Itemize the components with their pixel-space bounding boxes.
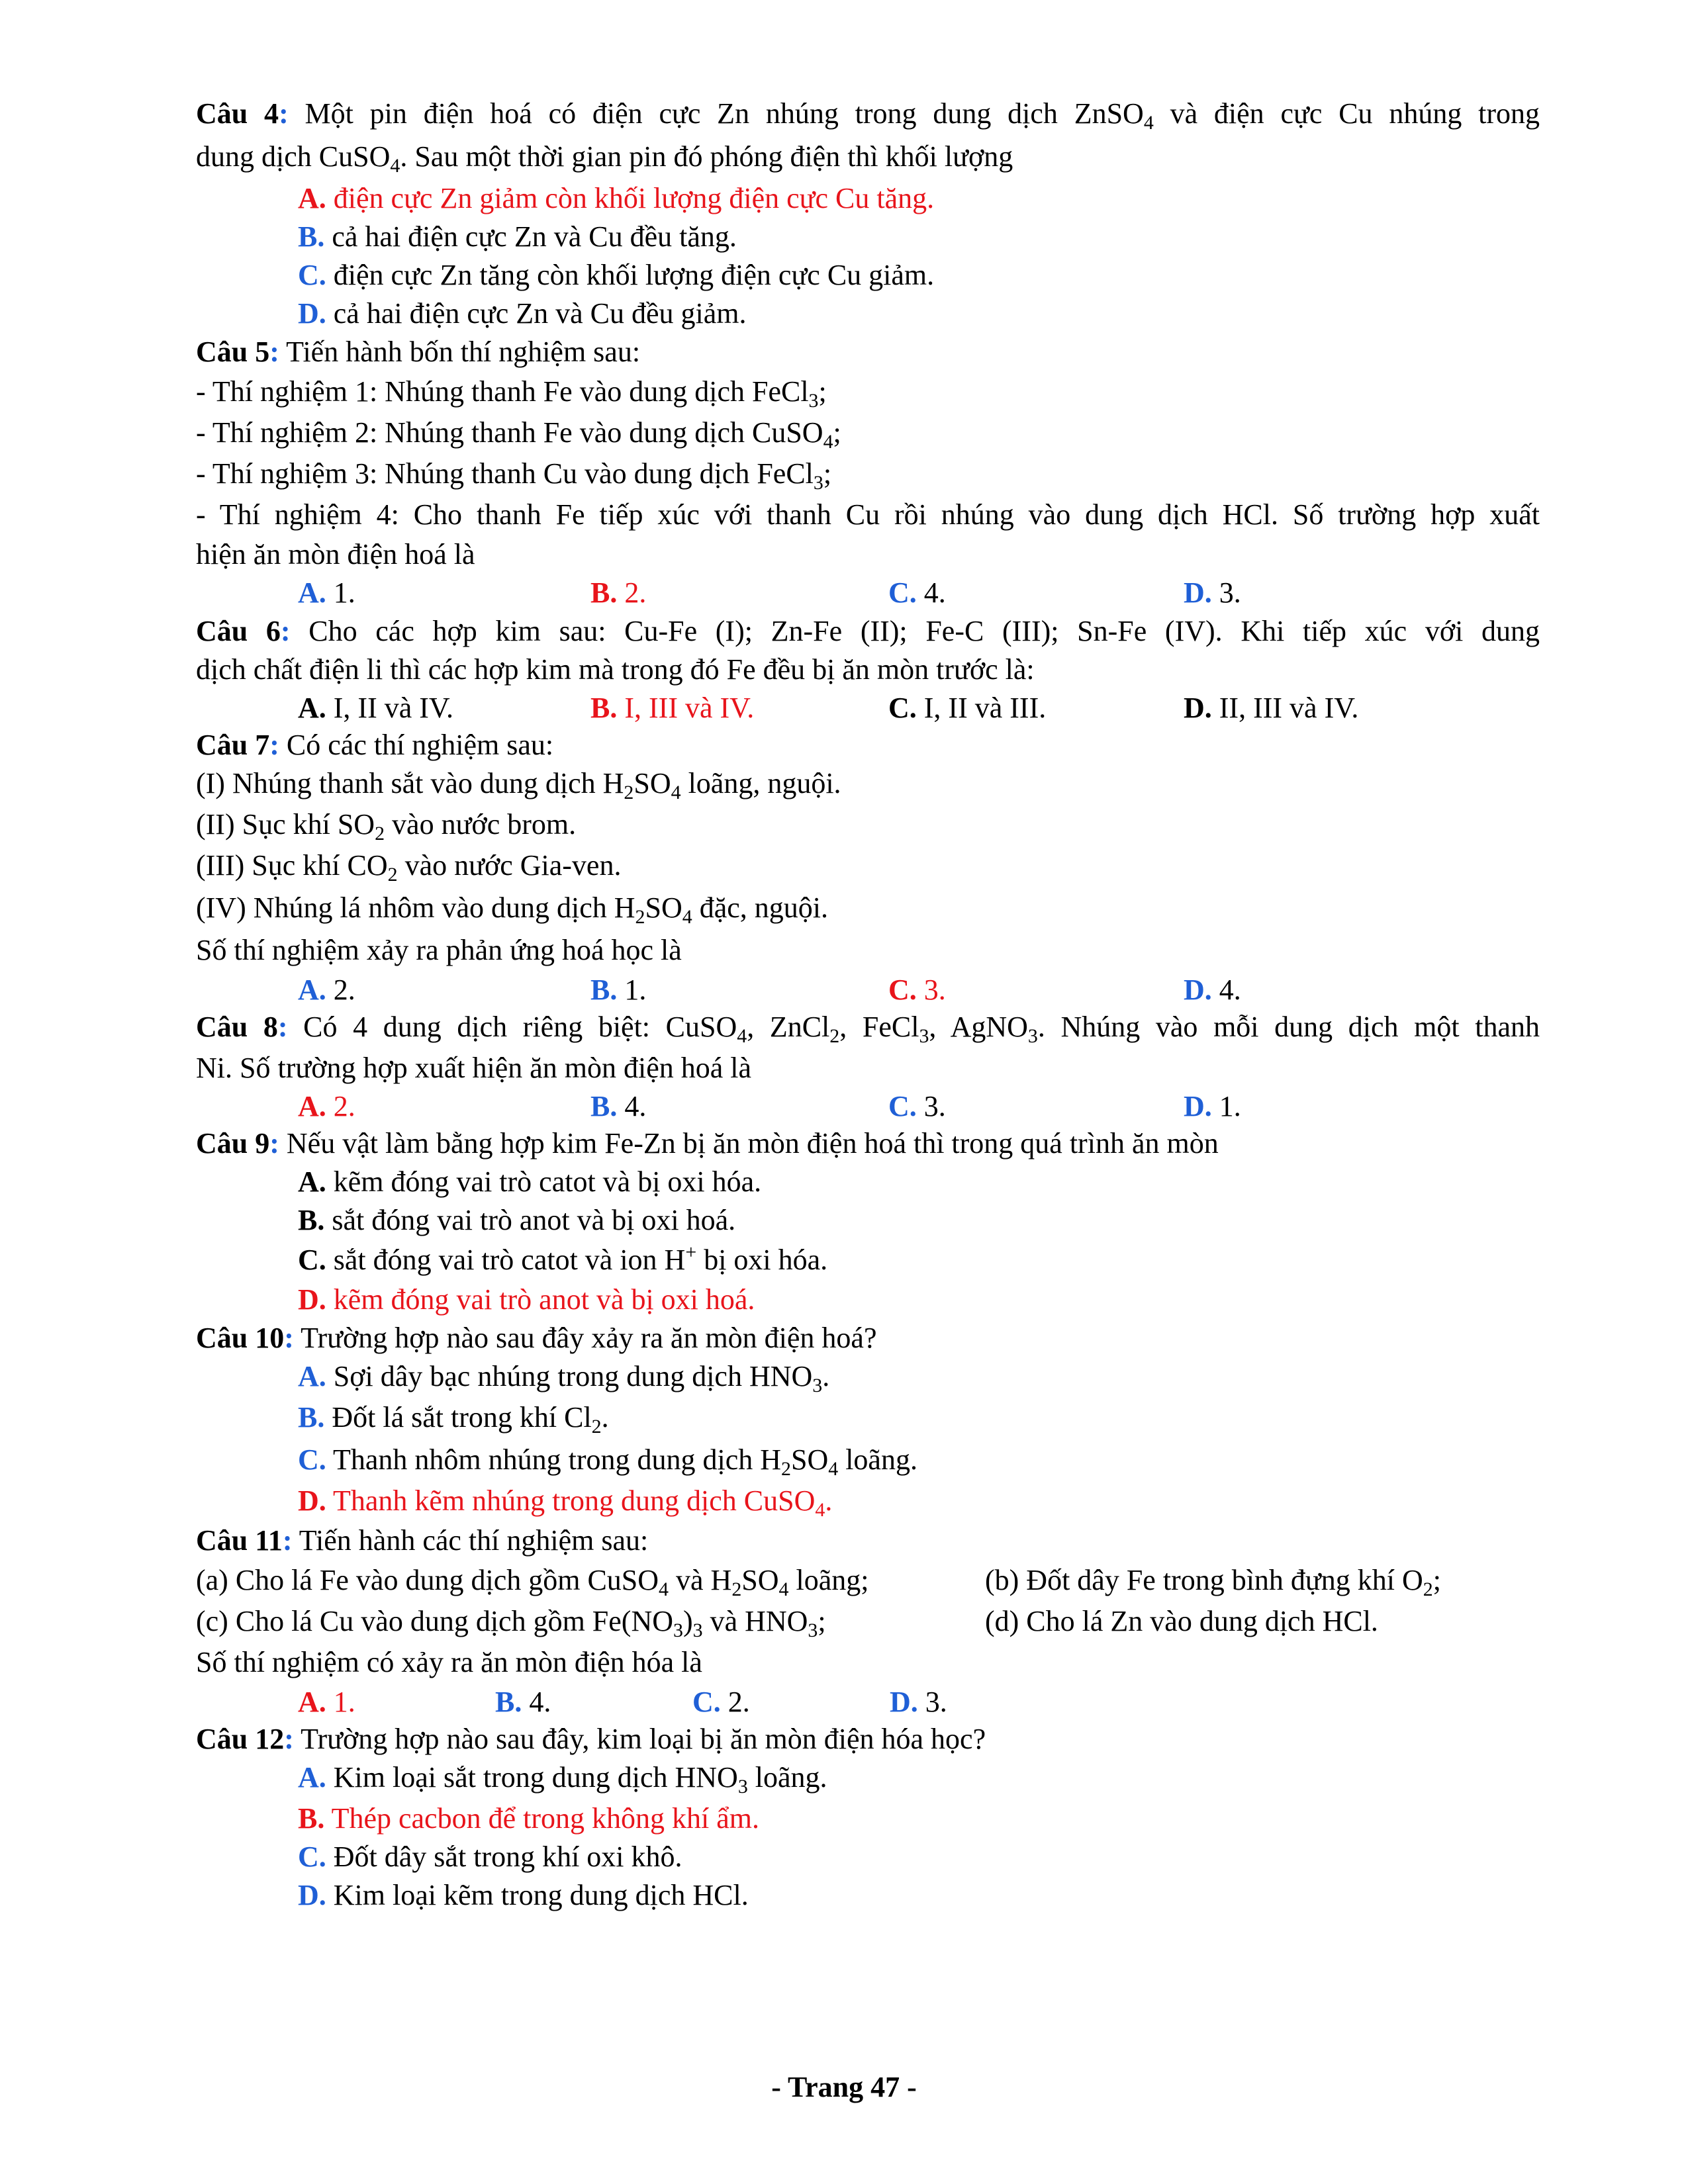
page-footer: - Trang 47 - (771, 2071, 917, 2103)
q5-option-c[interactable]: C. 4. (888, 576, 946, 609)
q7-i4: (IV) Nhúng lá nhôm vào dung dịch $H_2SO_4$ đặc, nguội. (196, 891, 828, 928)
q5-exp3: - Thí nghiệm 3: Nhúng thanh Cu vào dung dịch FeCl$_3$; (196, 457, 832, 494)
q12-option-c[interactable]: C. Đốt dây sắt trong khí oxi khô. (298, 1841, 682, 1873)
q4-line2: dung dịch CuSO$_4$. Sau một thời gian pin đó phóng điện thì khối lượng (196, 140, 1013, 177)
q7-ask: Số thí nghiệm xảy ra phản ứng hoá học là (196, 934, 682, 966)
q10-option-a[interactable]: A. Sợi dây bạc nhúng trong dung dịch $HNO_3$. (298, 1360, 830, 1396)
q5-label: Câu 5 (196, 336, 270, 368)
q11-option-c[interactable]: C. 2. (692, 1686, 750, 1718)
q8-option-d[interactable]: D. 1. (1184, 1090, 1241, 1122)
q7-option-a[interactable]: A. 2. (298, 974, 355, 1006)
q5-exp4b: hiện ăn mòn điện hoá là (196, 538, 475, 570)
q7-line: Câu 7: Có các thí nghiệm sau: (196, 729, 554, 761)
q9-option-c[interactable]: C. sắt đóng vai trò catot và ion H+ bị oxi hóa. (298, 1241, 828, 1276)
q4-option-b[interactable]: B. cả hai điện cực Zn và Cu đều tăng. (298, 220, 737, 253)
q10-option-c[interactable]: C. Thanh nhôm nhúng trong dung dịch $H_2SO_4$ loãng. (298, 1443, 917, 1480)
q8-option-b[interactable]: B. 4. (590, 1090, 647, 1122)
q6-line2: dịch chất điện li thì các hợp kim mà trong đó Fe đều bị ăn mòn trước là: (196, 653, 1035, 686)
q4-option-a[interactable]: A. điện cực Zn giảm còn khối lượng điện cực Cu tăng. (298, 182, 935, 214)
q9-line: Câu 9: Nếu vật làm bằng hợp kim Fe-Zn bị ăn mòn điện hoá thì trong quá trình ăn mòn (196, 1127, 1219, 1160)
q7-option-b[interactable]: B. 1. (590, 974, 647, 1006)
q12-option-a[interactable]: A. Kim loại sắt trong dung dịch $HNO_3$ loãng. (298, 1761, 827, 1797)
q7-option-c[interactable]: C. 3. (888, 974, 946, 1006)
q4-text2: dung dịch CuSO (196, 140, 391, 173)
q11-option-d[interactable]: D. 3. (890, 1686, 947, 1718)
q9-option-a[interactable]: A. kẽm đóng vai trò catot và bị oxi hóa. (298, 1165, 762, 1198)
q4-line1: Câu 4: Một pin điện hoá có điện cực Zn nhúng trong dung dịch ZnSO$_4$ và điện cực Cu nhúng trong (196, 97, 1540, 134)
q12-option-d[interactable]: D. Kim loại kẽm trong dung dịch HCl. (298, 1879, 749, 1911)
q5-line: Câu 5: Tiến hành bốn thí nghiệm sau: (196, 336, 641, 368)
q7-i2: (II) Sục khí $SO_2$ vào nước brom. (196, 808, 577, 844)
q6-option-a[interactable]: A. I, II và IV. (298, 692, 454, 724)
q5-option-a[interactable]: A. 1. (298, 576, 355, 609)
q11-a: (a) Cho lá Fe vào dung dịch gồm CuSO$_4$ và $H_2SO_4$ loãng; (196, 1564, 869, 1600)
q5-exp2: - Thí nghiệm 2: Nhúng thanh Fe vào dung dịch CuSO$_4$; (196, 416, 841, 453)
q11-option-a[interactable]: A. 1. (298, 1686, 355, 1718)
q11-b: (b) Đốt dây Fe trong bình đựng khí $O_2$; (985, 1564, 1441, 1600)
q8-line1: Câu 8: Có 4 dung dịch riêng biệt: CuSO$_4$, ZnCl$_2$, FeCl$_3$, AgNO$_3$. Nhúng vào mỗi dung dịch một thanh (196, 1011, 1540, 1047)
q9-option-d[interactable]: D. kẽm đóng vai trò anot và bị oxi hoá. (298, 1283, 755, 1316)
q11-c: (c) Cho lá Cu vào dung dịch gồm $Fe(NO_3)_3$ và $HNO_3$; (196, 1605, 826, 1641)
q8-option-a[interactable]: A. 2. (298, 1090, 355, 1122)
q5-option-b[interactable]: B. 2. (590, 576, 647, 609)
q5-exp1: - Thí nghiệm 1: Nhúng thanh Fe vào dung dịch FeCl$_3$; (196, 375, 827, 412)
q4-text1b: và điện cực Cu nhúng trong (1170, 97, 1540, 130)
q6-option-b[interactable]: B. I, III và IV. (590, 692, 755, 724)
q7-option-d[interactable]: D. 4. (1184, 974, 1241, 1006)
q12-line: Câu 12: Trường hợp nào sau đây, kim loại bị ăn mòn điện hóa học? (196, 1723, 986, 1755)
q4-option-d[interactable]: D. cả hai điện cực Zn và Cu đều giảm. (298, 297, 747, 330)
q6-option-c[interactable]: C. I, II và III. (888, 692, 1047, 724)
q4-text2b: . Sau một thời gian pin đó phóng điện thì khối lượng (400, 140, 1013, 173)
q11-option-b[interactable]: B. 4. (495, 1686, 551, 1718)
q10-option-b[interactable]: B. Đốt lá sắt trong khí $Cl_2$. (298, 1401, 609, 1437)
q4-text1: Một pin điện hoá có điện cực Zn nhúng trong dung dịch ZnSO (305, 97, 1144, 130)
q8-option-c[interactable]: C. 3. (888, 1090, 946, 1122)
q11-d: (d) Cho lá Zn vào dung dịch HCl. (985, 1605, 1378, 1637)
q11-line: Câu 11: Tiến hành các thí nghiệm sau: (196, 1524, 649, 1557)
q10-line: Câu 10: Trường hợp nào sau đây xảy ra ăn mòn điện hoá? (196, 1322, 877, 1354)
q4-option-c[interactable]: C. điện cực Zn tăng còn khối lượng điện cực Cu giảm. (298, 259, 935, 291)
q9-option-b[interactable]: B. sắt đóng vai trò anot và bị oxi hoá. (298, 1204, 736, 1236)
q7-i1: (I) Nhúng thanh sắt vào dung dịch $H_2SO_4$ loãng, nguội. (196, 767, 841, 803)
q8-line2: Ni. Số trường hợp xuất hiện ăn mòn điện hoá là (196, 1052, 752, 1084)
q6-line1: Câu 6: Cho các hợp kim sau: Cu-Fe (I); Zn-Fe (II); Fe-C (III); Sn-Fe (IV). Khi tiếp xúc với dung (196, 615, 1540, 647)
q10-option-d[interactable]: D. Thanh kẽm nhúng trong dung dịch CuSO$_4$. (298, 1484, 833, 1521)
q11-ask: Số thí nghiệm có xảy ra ăn mòn điện hóa là (196, 1646, 702, 1678)
q7-i3: (III) Sục khí $CO_2$ vào nước Gia-ven. (196, 849, 622, 886)
q5-exp4: - Thí nghiệm 4: Cho thanh Fe tiếp xúc với thanh Cu rồi nhúng vào dung dịch HCl. Số trường hợp xuất (196, 498, 1540, 531)
q12-option-b[interactable]: B. Thép cacbon để trong không khí ẩm. (298, 1802, 759, 1835)
q4-label: Câu 4 (196, 97, 279, 130)
q6-option-d[interactable]: D. II, III và IV. (1184, 692, 1359, 724)
q5-option-d[interactable]: D. 3. (1184, 576, 1241, 609)
